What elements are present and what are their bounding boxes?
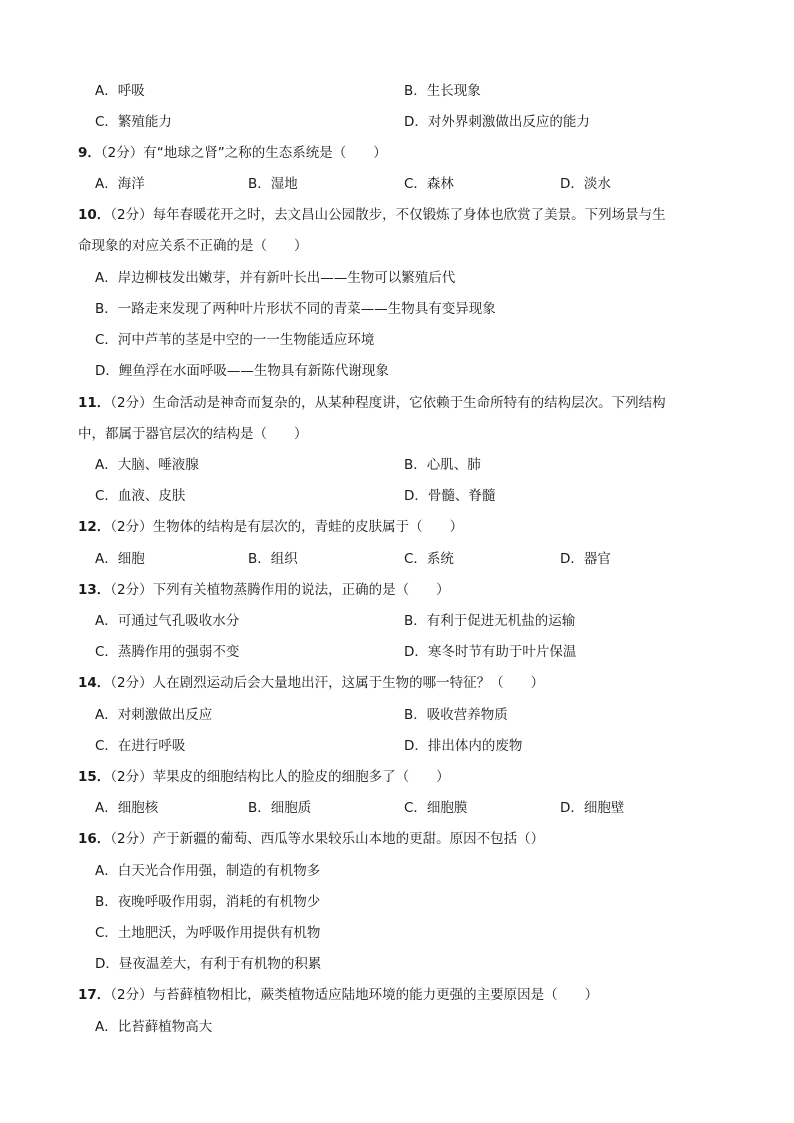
question-number: 14．	[78, 675, 111, 691]
q11-option-b: B．心肌、肺	[404, 457, 481, 473]
q12-option-a: A．细胞	[95, 551, 145, 567]
question-number: 16．	[78, 831, 111, 847]
q16-option-d: D．昼夜温差大，有利于有机物的积累	[95, 956, 322, 972]
question-16	[78, 830, 544, 848]
q11-option-d: D．骨髓、脊髓	[404, 488, 496, 504]
q15-option-b: B．细胞质	[248, 800, 312, 816]
question-text: （2分）下列有关植物蒸腾作用的说法，正确的是（ ）	[110, 582, 450, 598]
q16-option-b: B．夜晚呼吸作用弱，消耗的有机物少	[95, 894, 321, 910]
q14-option-a: A．对刺激做出反应	[95, 707, 213, 723]
q14-option-b: B．吸收营养物质	[404, 707, 508, 723]
question-text: （2分）有“地球之肾”之称的生态系统是（ ）	[100, 145, 387, 161]
question-number: 17．	[78, 987, 111, 1003]
q13-option-c: C．蒸腾作用的强弱不变	[95, 644, 240, 660]
q9-option-d: D．淡水	[560, 176, 611, 192]
question-11	[78, 394, 666, 412]
q12-option-d: D．器官	[560, 551, 611, 567]
q10-option-a: A．岸边柳枝发出嫩芽，并有新叶长出——生物可以繁殖后代	[95, 270, 456, 286]
q15-option-a: A．细胞核	[95, 800, 159, 816]
q9-option-c: C．森林	[404, 176, 454, 192]
q10-option-d: D．鲤鱼浮在水面呼吸——生物具有新陈代谢现象	[95, 363, 389, 379]
question-10-continued: 命现象的对应关系不正确的是（ ）	[78, 238, 308, 254]
question-17	[78, 986, 598, 1004]
q13-option-b: B．有利于促进无机盐的运输	[404, 613, 576, 629]
q13-option-d: D．寒冬时节有助于叶片保温	[404, 644, 577, 660]
question-number: 10．	[78, 207, 111, 223]
q8-option-a: A．呼吸	[95, 83, 145, 99]
q12-option-c: C．系统	[404, 551, 454, 567]
q12-option-b: B．组织	[248, 551, 298, 567]
question-text: （2分）人在剧烈运动后会大量地出汗，这属于生物的哪一特征？（ ）	[110, 675, 545, 691]
q9-option-b: B．湿地	[248, 176, 298, 192]
question-text: （2分）生命活动是神奇而复杂的，从某种程度讲，它依赖于生命所特有的结构层次。下列结构	[110, 395, 666, 411]
question-12	[78, 518, 463, 536]
question-number: 11．	[78, 395, 111, 411]
question-10	[78, 206, 666, 224]
question-text: （2分）每年春暖花开之时，去文昌山公园散步，不仅锻炼了身体也欣赏了美景。下列场景与生	[110, 207, 666, 223]
q15-option-c: C．细胞膜	[404, 800, 468, 816]
question-15	[78, 768, 450, 786]
q13-option-a: A．可通过气孔吸收水分	[95, 613, 240, 629]
question-14	[78, 674, 544, 692]
question-text: （2分）产于新疆的葡萄、西瓜等水果较乐山本地的更甜。原因不包括（）	[110, 831, 545, 847]
question-11-continued: 中，都属于器官层次的结构是（ ）	[78, 426, 308, 442]
q8-option-b: B．生长现象	[404, 83, 481, 99]
question-13	[78, 581, 450, 599]
q10-option-c: C．河中芦苇的茎是中空的一一生物能适应环境	[95, 332, 375, 348]
question-text: （2分）生物体的结构是有层次的，青蛙的皮肤属于（ ）	[110, 519, 464, 535]
question-number: 9．	[78, 145, 101, 161]
q11-option-c: C．血液、皮肤	[95, 488, 186, 504]
q8-option-c: C．繁殖能力	[95, 114, 172, 130]
q17-option-a: A．比苔藓植物高大	[95, 1019, 213, 1035]
question-text: （2分）苹果皮的细胞结构比人的脸皮的细胞多了（ ）	[110, 769, 450, 785]
q16-option-c: C．土地肥沃，为呼吸作用提供有机物	[95, 925, 321, 941]
question-text: （2分）与苔藓植物相比，蕨类植物适应陆地环境的能力更强的主要原因是（ ）	[110, 987, 599, 1003]
question-number: 15．	[78, 769, 111, 785]
q10-option-b: B．一路走来发现了两种叶片形状不同的青菜——生物具有变异现象	[95, 301, 496, 317]
question-9	[78, 144, 387, 162]
q11-option-a: A．大脑、唾液腺	[95, 457, 199, 473]
q14-option-c: C．在进行呼吸	[95, 738, 186, 754]
q14-option-d: D．排出体内的废物	[404, 738, 523, 754]
q8-option-d: D．对外界刺激做出反应的能力	[404, 114, 590, 130]
q9-option-a: A．海洋	[95, 176, 145, 192]
question-number: 12．	[78, 519, 111, 535]
question-number: 13．	[78, 582, 111, 598]
q16-option-a: A．白天光合作用强，制造的有机物多	[95, 863, 321, 879]
q15-option-d: D．细胞壁	[560, 800, 625, 816]
